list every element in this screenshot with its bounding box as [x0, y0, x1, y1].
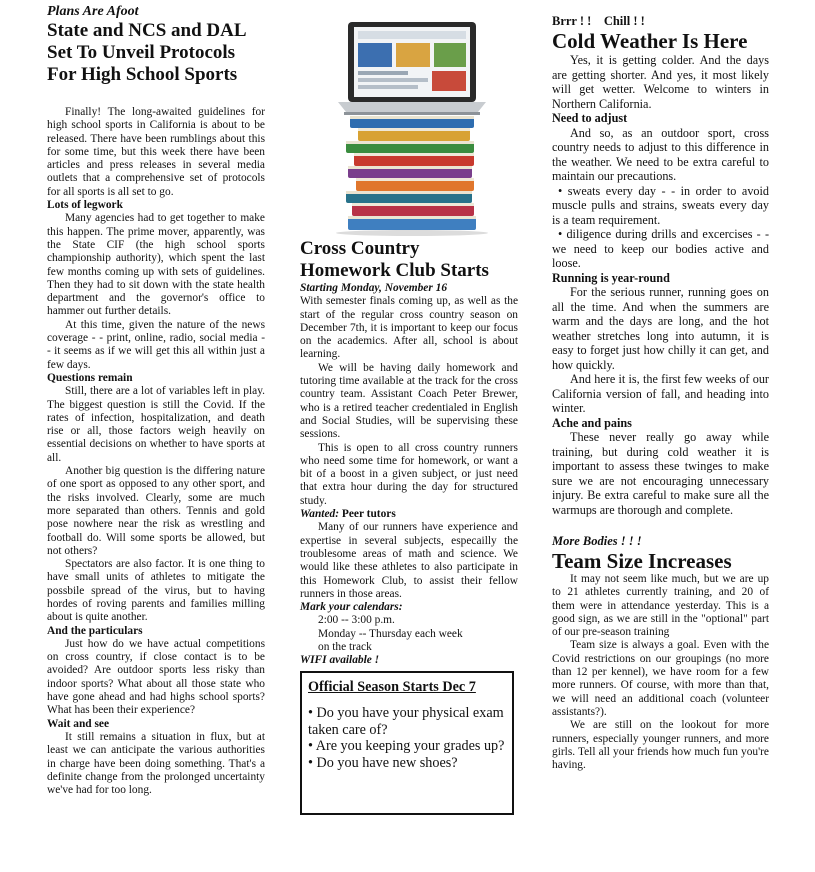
paragraph: Finally! The long-awaited guidelines for high school sports in California is about to be released. There have been rumblings about this for some time, but this week there have been articles and press releases in several media outlets that a comprehensive set of protocols for all sports is all set to go.: [47, 106, 265, 198]
headline-cold-weather: Cold Weather Is Here: [552, 29, 748, 53]
subhead-questions: Questions remain: [47, 371, 133, 384]
paragraph: We are still on the lookout for more runners, especially younger runners, and more girls. Tell all your friends how much fun you're having.: [552, 719, 769, 772]
headline-line: Homework Club Starts: [300, 260, 489, 281]
column-middle: [300, 4, 518, 668]
headline-line: Cross Country: [300, 238, 420, 259]
paragraph: For the serious runner, running goes on all the time. And when the summers are warm and the days are long, and the hot weather stretches long into autumn, it is easy to forget just how chilly it can get, and how quickly.: [552, 285, 769, 372]
paragraph: And here it is, the first few weeks of our California version of fall, and heading into winter.: [552, 372, 769, 415]
headline-line: Set To Unveil Protocols: [47, 42, 236, 63]
headline-line: State and NCS and DAL: [47, 20, 247, 41]
paragraph: It still remains a situation in flux, but at least we can anticipate the various authorities in charge have been doing something. That's a definite change from the prolonged uncertainty we've had for too long.: [47, 730, 265, 797]
paragraph: Still, there are a lot of variables left in play. The biggest question is still the Covid. If the rates of infection, hospitalization, and death rise or all, those factors weigh heavily on essential decisions on whether to have sports at all.: [47, 385, 265, 464]
wanted-text: Peer tutors: [341, 508, 396, 521]
paragraph: Spectators are also factor. It is one thing to have small units of athletes to mitigate the possbile spread of the virus, but to having hordes of roving parents and families milling about is quite another.: [47, 558, 265, 624]
column-right: [552, 13, 769, 772]
headline-line: For High School Sports: [47, 64, 238, 85]
subhead-legwork: Lots of legwork: [47, 199, 123, 212]
subhead-wait: Wait and see: [47, 717, 110, 730]
wanted-line: [300, 508, 518, 521]
books-and-laptop-illustration: [328, 14, 498, 236]
paragraph: It may not seem like much, but we are up to 21 athletes currently training, and 20 of them were in attendance yesterday. This is a good sign, as we are still in the "optional" part of our pre-season training: [552, 573, 769, 639]
schedule-place: on the track: [318, 641, 372, 654]
paragraph: And so, as an outdoor sport, cross country needs to adjust to this difference in the weather. We need to be extra careful to maintain our precautions.: [552, 125, 769, 183]
subhead-running: Running is year-round: [552, 270, 670, 285]
schedule-days: Monday -- Thursday each week: [318, 627, 463, 640]
subhead-adjust: Need to adjust: [552, 111, 628, 125]
wanted-label: Wanted:: [300, 508, 340, 521]
kicker-brrr: Brrr ! ! Chill ! !: [552, 14, 645, 28]
checklist-item: • Do you have your physical exam taken care of?: [308, 705, 504, 738]
paragraph: With semester finals coming up, as well as the start of the regular cross country season on December 7th, it is important to keep our focus on the academics. After all, school is about learning.: [300, 295, 518, 361]
headline-protocols: [47, 20, 265, 86]
paragraph: Many of our runners have experience and expertise in several subjects, especailly the troublesome areas of math and science. We would like these athletes to also participate in this Homework Club, to assist their fellow runners in those areas.: [300, 521, 518, 600]
paragraph: Another big question is the differing nature of one sport as opposed to any other sport, and the risks involved. Clearly, some are much more separated than others. Tennis and gold pose nowhere near the risk as wrestling and football do. Will some sports be allowed, but not others?: [47, 465, 265, 557]
paragraph: This is open to all cross country runners who need some time for homework, or want a bit of a boost in a given subject, or just need that extra hour during the day for structured study.: [300, 441, 518, 507]
kicker-plans: Plans Are Afoot: [47, 4, 139, 19]
headline-homework-club: [300, 238, 518, 282]
bullet-diligence: • diligence during drills and excercises - - we need to keep our bodies active and loose.: [552, 227, 769, 270]
paragraph: Many agencies had to get together to make this happen. The prime mover, apparently, was the State CIF (the high school sports championship authority), which spent the last few months coming up with sets of guidelines. Then they had to sit down with the state health department and the governor's office to hammer out further details.: [47, 212, 265, 318]
paragraph: These never really go away while training, but during cold weather it is important to assess these twinges to make sure we are not encouraging unnecessary injury. Be extra careful to make sure all the warmups are thorough and complete.: [552, 430, 769, 517]
schedule-time: 2:00 -- 3:00 p.m.: [318, 614, 395, 627]
paragraph: At this time, given the nature of the news coverage - - print, online, radio, social media - - it seems as if we will get this all within just a few days.: [47, 318, 265, 371]
byline-start-date: Starting Monday, November 16: [300, 282, 448, 294]
paragraph: Just how do we have actual competitions on cross country, if close contact is to be avoided? Are outdoor sports less risky than indoor sports? What about all those state who have gone ahead and had highs school sports? What has been their experience?: [47, 637, 265, 717]
checklist-item: • Do you have new shoes?: [308, 754, 458, 771]
paragraph: Yes, it is getting colder. And the days are getting shorter. And yes, it most likely will get wetter. Welcome to winters in Northern California.: [552, 53, 769, 111]
paragraph: Team size is always a goal. Even with the Covid restrictions on our groupings (no more than 12 per kennel), we have room for a few more runners. Of course, with more than that, we will need an additional coach (volunteer assistants?).: [552, 639, 769, 718]
calendar-label: Mark your calendars:: [300, 601, 403, 614]
checklist-item: • Are you keeping your grades up?: [308, 738, 505, 755]
column-left: [47, 4, 265, 797]
subhead-particulars: And the particulars: [47, 624, 143, 637]
box-title: Official Season Starts Dec 7: [308, 679, 476, 695]
kicker-more-bodies: More Bodies ! ! !: [552, 534, 642, 548]
season-start-box: [300, 671, 514, 815]
paragraph: We will be having daily homework and tutoring time available at the track for the cross country team. Assistant Coach Peter Brewer, who is a retired teacher credentialed in English and Social Studies, will be supervising these sessions.: [300, 361, 518, 441]
wifi-note: WIFI available !: [300, 654, 380, 667]
subhead-ache: Ache and pains: [552, 415, 632, 430]
headline-team-size: Team Size Increases: [552, 549, 732, 573]
bullet-sweats: • sweats every day - - in order to avoid muscle pulls and strains, sweats every day is a team requirement.: [552, 183, 769, 227]
